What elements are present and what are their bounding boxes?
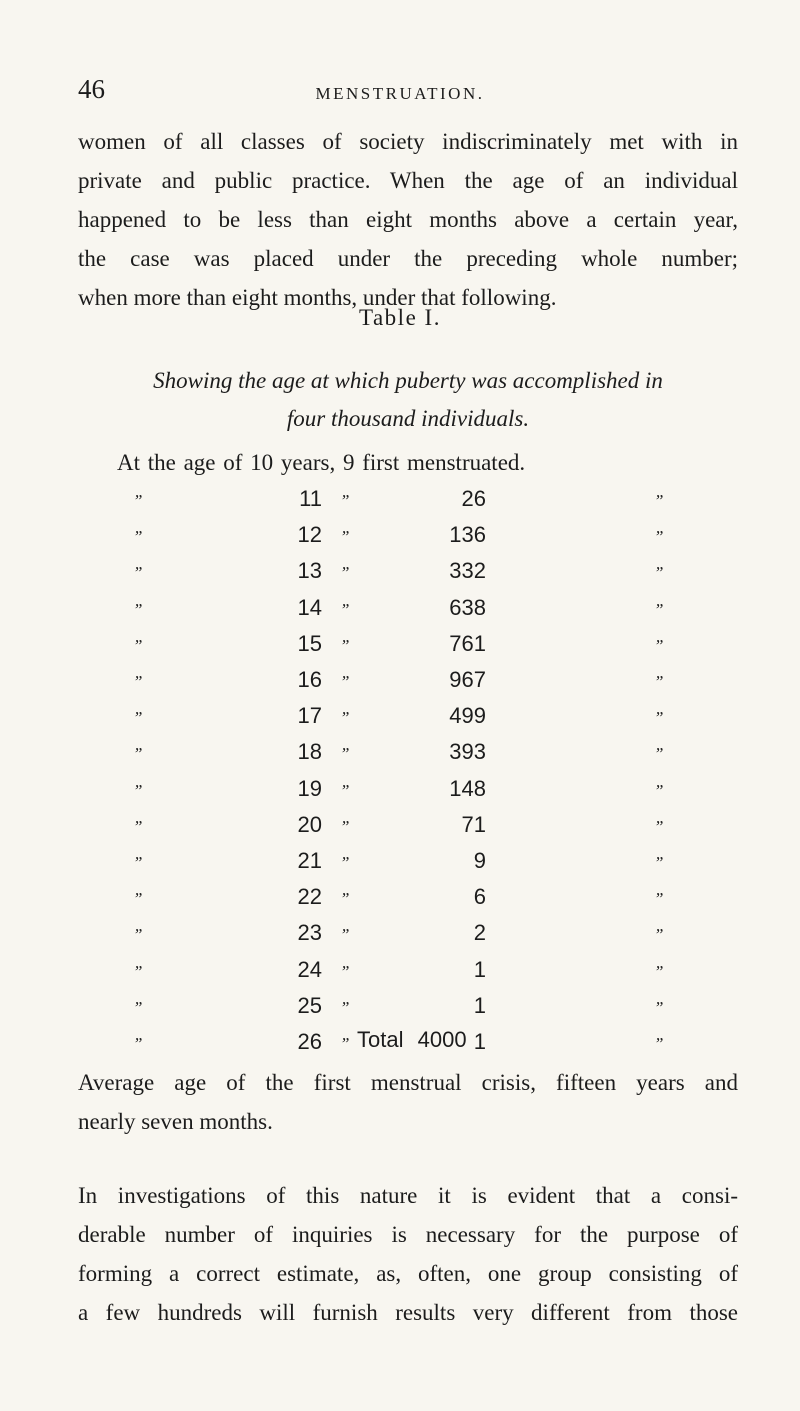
ditto-mark: ” (340, 744, 350, 764)
count-cell: 26 (461, 486, 486, 511)
ditto-mark: ” (340, 527, 350, 547)
ditto-mark: ” (654, 1034, 664, 1053)
age-cell: 13 (297, 558, 322, 584)
ditto-mark: ” (654, 491, 664, 510)
page-number: 46 (78, 74, 105, 104)
ditto-mark: ” (340, 780, 350, 800)
ditto-mark: ” (133, 853, 143, 872)
ditto-mark: ” (654, 997, 664, 1017)
ditto-mark: ” (654, 780, 664, 800)
age-cell: 20 (297, 811, 322, 837)
text-line: nearly seven months. (78, 1109, 273, 1134)
text-line: forming a correct estimate, as, often, one group consisting of (78, 1261, 738, 1286)
age-cell: 24 (297, 956, 322, 982)
closing-paragraph (78, 1176, 738, 1332)
text-line: In investigations of this nature it is evident that a consi- (78, 1183, 738, 1208)
total-value: 4000 (417, 1027, 467, 1052)
ditto-mark: ” (340, 925, 350, 945)
age-cell: 21 (297, 848, 322, 873)
age-cell: 12 (297, 522, 322, 548)
table-row (0, 522, 800, 558)
ditto-mark: ” (340, 961, 350, 981)
ditto-mark: ” (654, 889, 664, 909)
count-cell: 499 (449, 703, 486, 729)
ditto-mark: ” (133, 563, 143, 583)
age-cell: 19 (297, 775, 322, 801)
table-row (0, 558, 800, 594)
ditto-mark: ” (340, 889, 350, 909)
table-row (0, 957, 800, 993)
ditto-mark: ” (654, 527, 664, 547)
ditto-mark: ” (654, 853, 664, 872)
text-line: women of all classes of society indiscriminately met with in (78, 129, 738, 154)
age-cell: 22 (297, 884, 322, 910)
intro-paragraph (78, 122, 738, 317)
ditto-mark: ” (654, 708, 664, 728)
table-row (0, 667, 800, 703)
ditto-mark: ” (654, 744, 664, 764)
count-cell: 136 (449, 522, 486, 548)
ditto-mark: ” (340, 708, 350, 728)
table-row (0, 812, 800, 848)
count-cell: 393 (449, 739, 486, 765)
table-caption (78, 362, 738, 438)
count-cell: 1 (473, 992, 486, 1018)
ditto-mark: ” (133, 780, 143, 800)
text-line: the case was placed under the preceding whole number; (78, 246, 738, 271)
ditto-mark: ” (133, 635, 143, 655)
text-line: private and public practice. When the age of an individual (78, 168, 738, 193)
table-row (0, 776, 800, 812)
count-cell: 2 (473, 920, 486, 946)
count-cell: 148 (449, 775, 486, 801)
table-total (357, 1027, 467, 1053)
average-paragraph (78, 1063, 738, 1141)
age-cell: 15 (297, 630, 322, 656)
caption-line: Showing the age at which puberty was accomplished in (153, 368, 663, 393)
text-line: happened to be less than eight months above a certain year, (78, 207, 738, 232)
table-row (0, 631, 800, 667)
ditto-mark: ” (133, 961, 143, 981)
ditto-mark: ” (133, 672, 143, 691)
table-row (0, 595, 800, 631)
table-row (0, 739, 800, 775)
table-header-line: At the age of 10 years, 9 first menstruated. (117, 450, 526, 475)
table-row (0, 703, 800, 739)
table-row (0, 848, 800, 884)
table-title: Table I. (359, 305, 441, 330)
ditto-mark: ” (133, 744, 143, 764)
caption-line: four thousand individuals. (286, 406, 530, 431)
ditto-mark: ” (133, 708, 143, 728)
ditto-mark: ” (340, 563, 350, 583)
ditto-mark: ” (340, 816, 350, 836)
ditto-mark: ” (654, 816, 664, 836)
ditto-mark: ” (340, 853, 350, 872)
ditto-mark: ” (133, 491, 143, 510)
count-cell: 638 (449, 594, 486, 620)
age-cell: 11 (299, 486, 322, 511)
table-row (0, 993, 800, 1029)
ditto-mark: ” (133, 599, 143, 619)
ditto-mark: ” (340, 672, 350, 691)
count-cell: 332 (449, 558, 486, 584)
table-row (0, 486, 800, 522)
ditto-mark: ” (340, 635, 350, 655)
age-cell: 26 (297, 1029, 322, 1054)
ditto-mark: ” (133, 1034, 143, 1053)
ditto-mark: ” (133, 889, 143, 909)
ditto-mark: ” (133, 527, 143, 547)
running-head: MENSTRUATION. (315, 84, 485, 103)
ditto-mark: ” (340, 1034, 350, 1053)
text-line: a few hundreds will furnish results very different from those (78, 1300, 738, 1325)
ditto-mark: ” (654, 961, 664, 981)
table-row (0, 884, 800, 920)
table-row (0, 920, 800, 956)
age-cell: 23 (297, 920, 322, 946)
ditto-mark: ” (340, 491, 350, 510)
text-line: derable number of inquiries is necessary for the purpose of (78, 1222, 738, 1247)
ditto-mark: ” (133, 997, 143, 1017)
count-cell: 1 (473, 1029, 486, 1054)
count-cell: 9 (473, 848, 486, 873)
ditto-mark: ” (654, 563, 664, 583)
count-cell: 1 (473, 956, 486, 982)
age-cell: 18 (297, 739, 322, 765)
text-line: Average age of the first menstrual crisis, fifteen years and (78, 1070, 738, 1095)
age-cell: 16 (297, 667, 322, 692)
ditto-mark: ” (133, 816, 143, 836)
ditto-mark: ” (133, 925, 143, 945)
count-cell: 6 (473, 884, 486, 910)
count-cell: 761 (449, 630, 486, 656)
total-label: Total (357, 1027, 404, 1052)
ditto-mark: ” (340, 997, 350, 1017)
text-line: when more than eight months, under that following. (78, 285, 557, 310)
count-cell: 967 (449, 667, 486, 692)
age-cell: 25 (297, 992, 322, 1018)
count-cell: 71 (461, 811, 486, 837)
ditto-mark: ” (654, 599, 664, 619)
ditto-mark: ” (340, 599, 350, 619)
age-cell: 14 (297, 594, 322, 620)
ditto-mark: ” (654, 672, 664, 691)
ditto-mark: ” (654, 925, 664, 945)
ditto-mark: ” (654, 635, 664, 655)
age-cell: 17 (297, 703, 322, 729)
